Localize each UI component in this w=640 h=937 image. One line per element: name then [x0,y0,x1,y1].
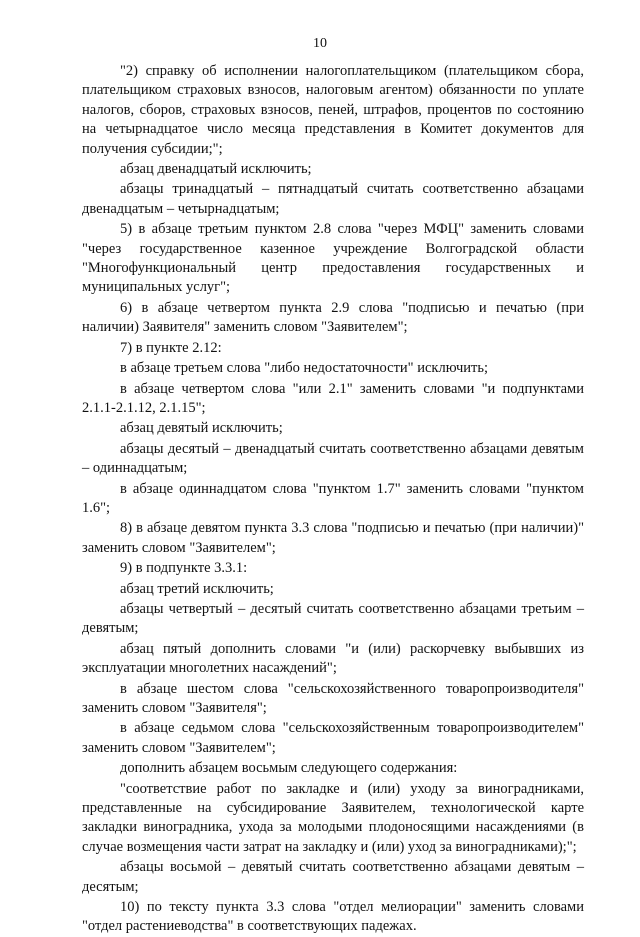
paragraph-item-7-e: в абзаце одиннадцатом слова "пунктом 1.7" заменить словами "пунктом 1.6"; [82,480,584,516]
paragraph-quoted-text: "соответствие работ по закладке и (или) уходу за виноградниками, представленные на субсидирование Заявителем, технологической карте закладки виноградника, ухода за молодыми плодоносящими насаждениями (в случае возмещения части затрат на закладку и (или) уход за виноградниками);"; [82,780,584,855]
paragraph-item-7-c: абзац девятый исключить; [120,420,283,437]
paragraph-item-7-d: абзацы десятый – двенадцатый считать соответственно абзацами девятым – одиннадцатым; [82,440,584,477]
paragraph-item-7-b: в абзаце четвертом слова "или 2.1" заменить словами "и подпунктами 2.1.1-2.1.12, 2.1.15"; [82,380,584,416]
paragraph-item-9-d: в абзаце шестом слова "сельскохозяйственного товаропроизводителя" заменить словом "Заявителя"; [82,680,584,716]
paragraph-item-7-a: в абзаце третьем слова "либо недостаточности" исключить; [120,360,489,377]
paragraph-item-6: 6) в абзаце четвертом пункта 2.9 слова "подписью и печатью (при наличии) Заявителя" заменить словом "Заявителем"; [82,299,584,336]
paragraph-item-5: 5) в абзаце третьим пунктом 2.8 слова "через МФЦ" заменить словами "через государственное казенное учреждение Волгоградской области "Многофункциональный центр предоставления государственных и муниципальных услуг"; [82,221,584,296]
paragraph-item-7: 7) в пункте 2.12: [120,339,222,356]
paragraph-item-8: 8) в абзаце девятом пункта 3.3 слова "подписью и печатью (при наличии)" заменить словом "Заявителем"; [82,520,584,556]
paragraph-certificate: "2) справку об исполнении налогоплательщиком (плательщиком сбора, плательщиком страховых взносов, налоговым агентом) обязанности по уплате налогов, сборов, страховых взносов, пеней, штрафов, процентов по состоянию на четырнадцатое число месяца представления в Комитет документов для получения субсидии;"; [82,63,584,157]
paragraph-item-9-g: абзацы восьмой – девятый считать соответственно абзацами девятым – десятым; [82,859,584,895]
paragraph-item-9: 9) в подпункте 3.3.1: [120,560,248,577]
paragraph-item-9-f: дополнить абзацем восьмым следующего содержания: [120,760,458,777]
page-number: 10 [313,36,327,51]
paragraph-renumber-13-15: абзацы тринадцатый – пятнадцатый считать соответственно абзацами двенадцатым – четырнадцатым; [82,181,584,217]
paragraph-item-10: 10) по тексту пункта 3.3 слова "отдел мелиорации" заменить словами "отдел растениеводства" в соответствующих падежах. [82,899,584,935]
paragraph-exclude-12: абзац двенадцатый исключить; [120,161,312,178]
paragraph-item-9-a: абзац третий исключить; [120,580,274,597]
paragraph-item-9-b: абзацы четвертый – десятый считать соответственно абзацами третьим – девятым; [82,600,584,637]
paragraph-item-9-c: абзац пятый дополнить словами "и (или) раскорчевку выбывших из эксплуатации многолетних насаждений"; [82,640,584,677]
paragraph-item-9-e: в абзаце седьмом слова "сельскохозяйственным товаропроизводителем" заменить словом "Заявителем"; [82,720,584,756]
document-body [82,62,584,937]
